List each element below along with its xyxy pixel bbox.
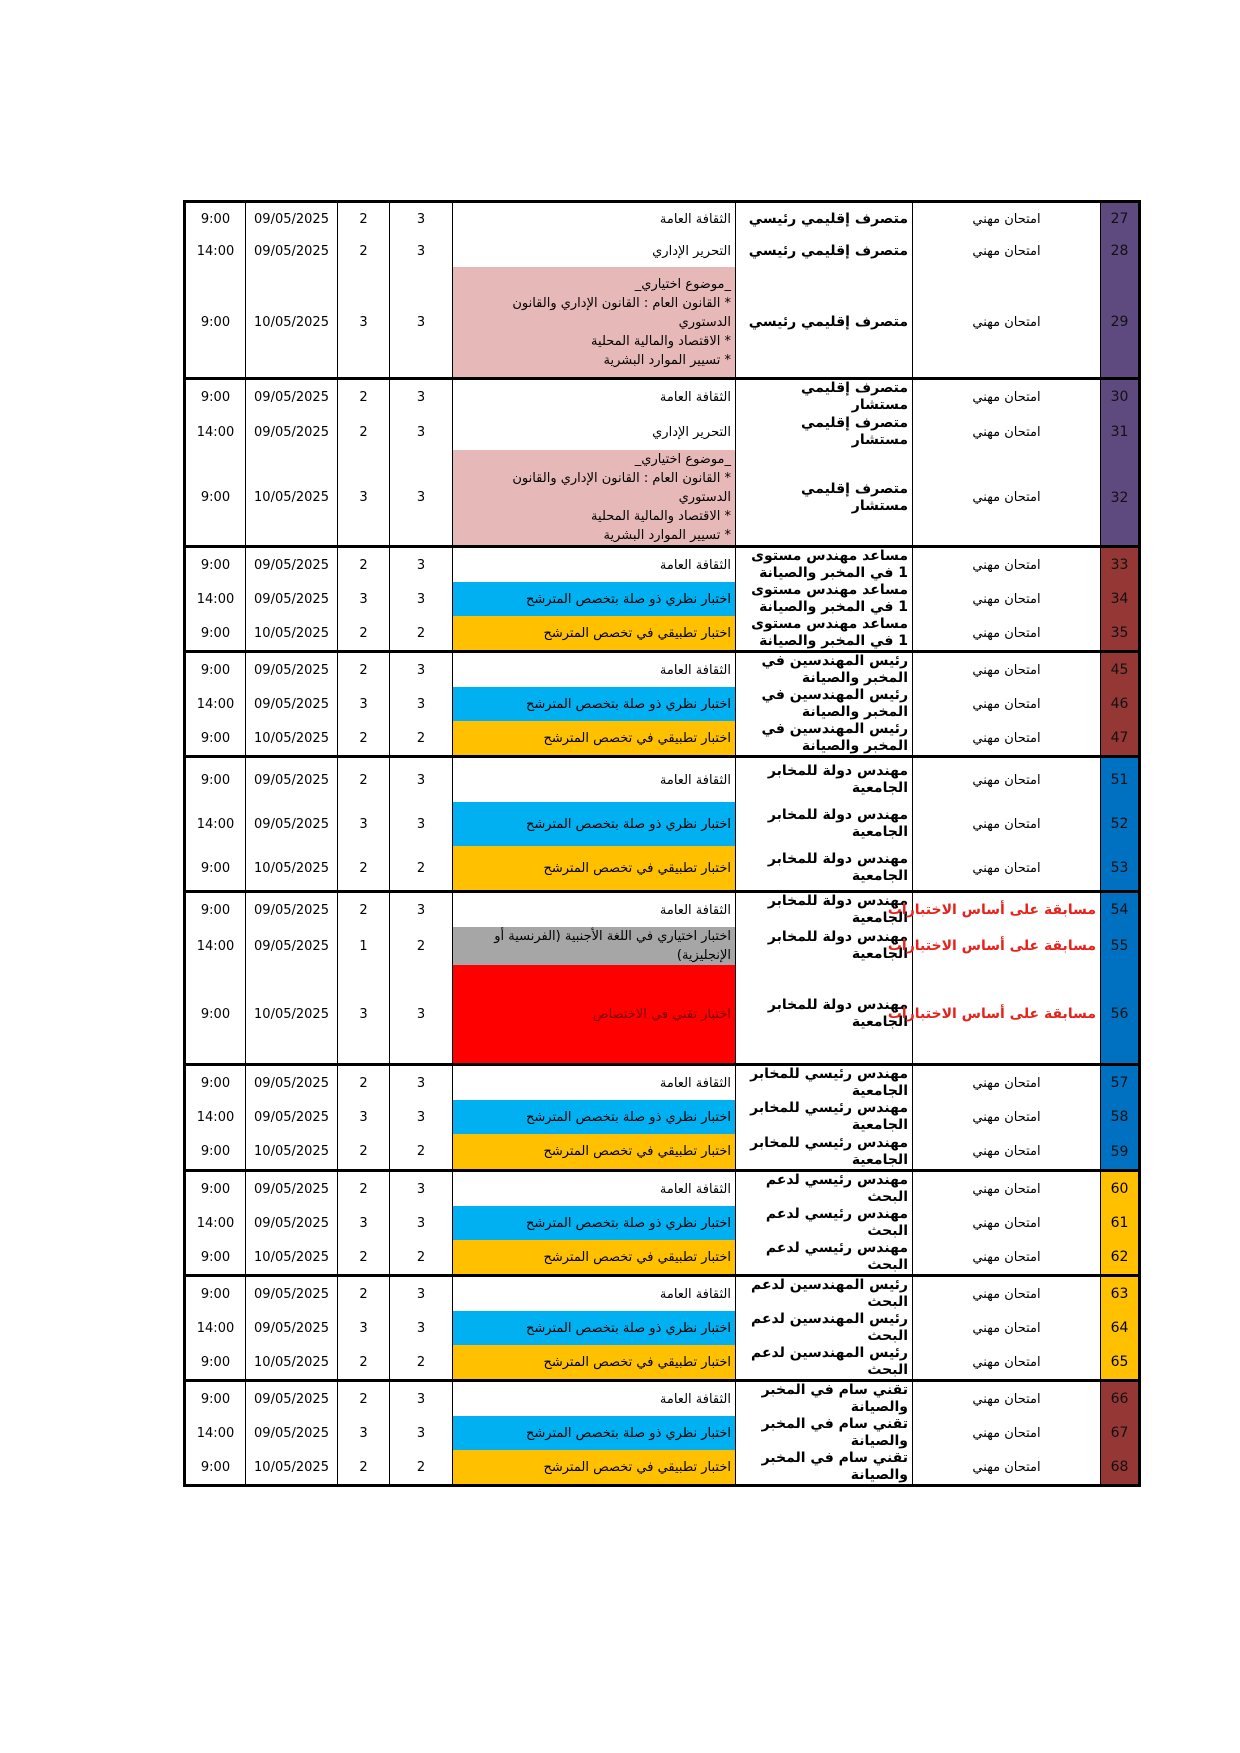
subject-cell: اختبار تقني في الاختصاص [453, 965, 736, 1065]
grade-cell: مساعد مهندس مستوى 1 في المخبر والصيانة [736, 616, 913, 652]
date-cell: 09/05/2025 [246, 1065, 338, 1101]
time-cell: 9:00 [185, 721, 246, 757]
date-cell: 10/05/2025 [246, 965, 338, 1065]
table-row [185, 1171, 1140, 1207]
table-row [185, 547, 1140, 583]
grade-cell: مهندس رئيسي للمخابر الجامعية [736, 1100, 913, 1134]
date-cell: 09/05/2025 [246, 1311, 338, 1345]
coefficient-cell: 1 [338, 927, 390, 965]
row-number-cell: 29 [1101, 267, 1140, 379]
grade-cell: مهندس دولة للمخابر الجامعية [736, 927, 913, 965]
grade-cell: مهندس دولة للمخابر الجامعية [736, 802, 913, 846]
table-row [185, 1240, 1140, 1276]
grade-cell: مهندس دولة للمخابر الجامعية [736, 892, 913, 928]
subject-cell: اختبار تطبيقي في تخصص المترشح [453, 721, 736, 757]
date-cell: 10/05/2025 [246, 450, 338, 547]
exam-type-cell: امتحان مهني [913, 1206, 1101, 1240]
row-number-cell: 45 [1101, 652, 1140, 688]
date-cell: 09/05/2025 [246, 414, 338, 450]
table-row [185, 1100, 1140, 1134]
grade-cell: رئيس المهندسين لدعم البحث [736, 1345, 913, 1381]
date-cell: 09/05/2025 [246, 802, 338, 846]
row-number-cell: 61 [1101, 1206, 1140, 1240]
row-number-cell: 56 [1101, 965, 1140, 1065]
exam-type-cell: مسابقة على أساس الاختبارات [913, 965, 1101, 1065]
subject-cell: اختبار نظري ذو صلة بتخصص المترشح [453, 687, 736, 721]
coefficient-cell: 3 [338, 1311, 390, 1345]
duration-cell: 3 [390, 450, 453, 547]
table-row [185, 687, 1140, 721]
coefficient-cell: 2 [338, 547, 390, 583]
coefficient-cell: 3 [338, 1416, 390, 1450]
grade-cell: رئيس المهندسين لدعم البحث [736, 1276, 913, 1312]
exam-type-cell: امتحان مهني [913, 1450, 1101, 1486]
subject-cell: الثقافة العامة [453, 547, 736, 583]
grade-cell: رئيس المهندسين لدعم البحث [736, 1311, 913, 1345]
table-row [185, 802, 1140, 846]
subject-cell: الثقافة العامة [453, 892, 736, 928]
coefficient-cell: 2 [338, 414, 390, 450]
exam-type-cell: امتحان مهني [913, 802, 1101, 846]
table-row [185, 846, 1140, 892]
grade-cell: متصرف إقليمي رئيسي [736, 202, 913, 236]
table-row [185, 1416, 1140, 1450]
date-cell: 10/05/2025 [246, 846, 338, 892]
duration-cell: 3 [390, 802, 453, 846]
exam-type-cell: امتحان مهني [913, 1311, 1101, 1345]
row-number-cell: 31 [1101, 414, 1140, 450]
duration-cell: 3 [390, 1206, 453, 1240]
row-number-cell: 62 [1101, 1240, 1140, 1276]
schedule-rows [185, 202, 1140, 1486]
table-row [185, 450, 1140, 547]
row-number-cell: 65 [1101, 1345, 1140, 1381]
exam-type-cell: امتحان مهني [913, 1100, 1101, 1134]
grade-cell: مهندس دولة للمخابر الجامعية [736, 965, 913, 1065]
duration-cell: 2 [390, 1345, 453, 1381]
table-row [185, 202, 1140, 236]
grade-cell: متصرف إقليمي رئيسي [736, 267, 913, 379]
time-cell: 9:00 [185, 892, 246, 928]
date-cell: 09/05/2025 [246, 547, 338, 583]
time-cell: 9:00 [185, 1276, 246, 1312]
row-number-cell: 55 [1101, 927, 1140, 965]
table-row [185, 1311, 1140, 1345]
exam-schedule-table [183, 200, 1141, 1487]
subject-cell: الثقافة العامة [453, 379, 736, 415]
duration-cell: 2 [390, 927, 453, 965]
table-row [185, 1134, 1140, 1171]
subject-cell: اختبار تطبيقي في تخصص المترشح [453, 1134, 736, 1171]
table-row [185, 414, 1140, 450]
date-cell: 09/05/2025 [246, 652, 338, 688]
subject-cell: اختبار تطبيقي في تخصص المترشح [453, 1240, 736, 1276]
time-cell: 9:00 [185, 616, 246, 652]
exam-type-cell: امتحان مهني [913, 616, 1101, 652]
duration-cell: 3 [390, 414, 453, 450]
coefficient-cell: 2 [338, 1276, 390, 1312]
exam-type-cell: امتحان مهني [913, 1276, 1101, 1312]
time-cell: 9:00 [185, 1240, 246, 1276]
grade-cell: مساعد مهندس مستوى 1 في المخبر والصيانة [736, 582, 913, 616]
row-number-cell: 67 [1101, 1416, 1140, 1450]
coefficient-cell: 2 [338, 1065, 390, 1101]
grade-cell: مهندس رئيسي لدعم البحث [736, 1206, 913, 1240]
row-number-cell: 27 [1101, 202, 1140, 236]
table-row [185, 616, 1140, 652]
grade-cell: متصرف إقليمي مستشار [736, 414, 913, 450]
time-cell: 14:00 [185, 802, 246, 846]
coefficient-cell: 2 [338, 721, 390, 757]
subject-cell: الثقافة العامة [453, 1065, 736, 1101]
coefficient-cell: 2 [338, 1134, 390, 1171]
time-cell: 14:00 [185, 1100, 246, 1134]
coefficient-cell: 2 [338, 616, 390, 652]
duration-cell: 2 [390, 846, 453, 892]
time-cell: 9:00 [185, 1381, 246, 1417]
duration-cell: 3 [390, 547, 453, 583]
subject-cell: الثقافة العامة [453, 1171, 736, 1207]
date-cell: 10/05/2025 [246, 721, 338, 757]
duration-cell: 2 [390, 721, 453, 757]
grade-cell: رئيس المهندسين في المخبر والصيانة [736, 652, 913, 688]
duration-cell: 2 [390, 1134, 453, 1171]
duration-cell: 3 [390, 582, 453, 616]
date-cell: 10/05/2025 [246, 616, 338, 652]
coefficient-cell: 2 [338, 235, 390, 267]
time-cell: 9:00 [185, 757, 246, 803]
exam-type-cell: امتحان مهني [913, 1134, 1101, 1171]
time-cell: 14:00 [185, 1416, 246, 1450]
coefficient-cell: 3 [338, 1100, 390, 1134]
time-cell: 9:00 [185, 379, 246, 415]
subject-cell: اختبار تطبيقي في تخصص المترشح [453, 1345, 736, 1381]
row-number-cell: 30 [1101, 379, 1140, 415]
subject-cell: اختبار تطبيقي في تخصص المترشح [453, 846, 736, 892]
exam-type-cell: امتحان مهني [913, 414, 1101, 450]
time-cell: 9:00 [185, 1171, 246, 1207]
row-number-cell: 58 [1101, 1100, 1140, 1134]
table-row [185, 892, 1140, 928]
coefficient-cell: 2 [338, 1171, 390, 1207]
subject-cell: التحرير الإداري [453, 235, 736, 267]
table-row [185, 1206, 1140, 1240]
date-cell: 09/05/2025 [246, 1276, 338, 1312]
exam-type-cell: امتحان مهني [913, 379, 1101, 415]
date-cell: 10/05/2025 [246, 1134, 338, 1171]
subject-cell: _موضوع اختياري_ * القانون العام : القانون الإداري والقانون الدستوري * الاقتصاد والمالية المحلية * تسيير الموارد البشرية [453, 450, 736, 547]
row-number-cell: 46 [1101, 687, 1140, 721]
subject-cell: الثقافة العامة [453, 652, 736, 688]
duration-cell: 3 [390, 235, 453, 267]
exam-type-cell: امتحان مهني [913, 757, 1101, 803]
row-number-cell: 52 [1101, 802, 1140, 846]
exam-type-cell: امتحان مهني [913, 687, 1101, 721]
time-cell: 9:00 [185, 846, 246, 892]
table-row [185, 965, 1140, 1065]
exam-type-cell: امتحان مهني [913, 652, 1101, 688]
time-cell: 14:00 [185, 235, 246, 267]
coefficient-cell: 2 [338, 379, 390, 415]
grade-cell: مهندس دولة للمخابر الجامعية [736, 846, 913, 892]
date-cell: 10/05/2025 [246, 1450, 338, 1486]
grade-cell: مساعد مهندس مستوى 1 في المخبر والصيانة [736, 547, 913, 583]
date-cell: 09/05/2025 [246, 927, 338, 965]
coefficient-cell: 3 [338, 802, 390, 846]
row-number-cell: 60 [1101, 1171, 1140, 1207]
grade-cell: مهندس رئيسي للمخابر الجامعية [736, 1134, 913, 1171]
duration-cell: 3 [390, 757, 453, 803]
exam-type-cell: امتحان مهني [913, 721, 1101, 757]
row-number-cell: 51 [1101, 757, 1140, 803]
exam-type-cell: امتحان مهني [913, 235, 1101, 267]
time-cell: 9:00 [185, 202, 246, 236]
table-row [185, 1065, 1140, 1101]
time-cell: 14:00 [185, 414, 246, 450]
coefficient-cell: 2 [338, 652, 390, 688]
time-cell: 14:00 [185, 1206, 246, 1240]
table-row [185, 235, 1140, 267]
time-cell: 9:00 [185, 965, 246, 1065]
time-cell: 9:00 [185, 1345, 246, 1381]
date-cell: 09/05/2025 [246, 892, 338, 928]
grade-cell: تقني سام في المخبر والصيانة [736, 1450, 913, 1486]
coefficient-cell: 2 [338, 1381, 390, 1417]
coefficient-cell: 2 [338, 757, 390, 803]
subject-cell: _موضوع اختياري_ * القانون العام : القانون الإداري والقانون الدستوري * الاقتصاد والمالية المحلية * تسيير الموارد البشرية [453, 267, 736, 379]
grade-cell: مهندس رئيسي لدعم البحث [736, 1240, 913, 1276]
table-row [185, 379, 1140, 415]
date-cell: 09/05/2025 [246, 235, 338, 267]
row-number-cell: 59 [1101, 1134, 1140, 1171]
grade-cell: رئيس المهندسين في المخبر والصيانة [736, 721, 913, 757]
row-number-cell: 53 [1101, 846, 1140, 892]
time-cell: 14:00 [185, 927, 246, 965]
grade-cell: مهندس دولة للمخابر الجامعية [736, 757, 913, 803]
date-cell: 09/05/2025 [246, 1100, 338, 1134]
row-number-cell: 57 [1101, 1065, 1140, 1101]
duration-cell: 3 [390, 687, 453, 721]
row-number-cell: 66 [1101, 1381, 1140, 1417]
date-cell: 09/05/2025 [246, 379, 338, 415]
table-row [185, 757, 1140, 803]
table-row [185, 582, 1140, 616]
time-cell: 9:00 [185, 547, 246, 583]
coefficient-cell: 3 [338, 965, 390, 1065]
coefficient-cell: 2 [338, 202, 390, 236]
subject-cell: الثقافة العامة [453, 202, 736, 236]
coefficient-cell: 2 [338, 1240, 390, 1276]
exam-schedule-sheet [183, 200, 1138, 1487]
subject-cell: اختبار تطبيقي في تخصص المترشح [453, 1450, 736, 1486]
exam-type-cell: مسابقة على أساس الاختبارات [913, 927, 1101, 965]
exam-type-cell: امتحان مهني [913, 450, 1101, 547]
duration-cell: 3 [390, 652, 453, 688]
coefficient-cell: 3 [338, 687, 390, 721]
table-row [185, 721, 1140, 757]
date-cell: 09/05/2025 [246, 1416, 338, 1450]
row-number-cell: 64 [1101, 1311, 1140, 1345]
time-cell: 9:00 [185, 1134, 246, 1171]
duration-cell: 2 [390, 1240, 453, 1276]
subject-cell: اختبار نظري ذو صلة بتخصص المترشح [453, 582, 736, 616]
subject-cell: اختبار نظري ذو صلة بتخصص المترشح [453, 1416, 736, 1450]
date-cell: 09/05/2025 [246, 202, 338, 236]
time-cell: 9:00 [185, 267, 246, 379]
exam-type-cell: امتحان مهني [913, 1065, 1101, 1101]
duration-cell: 3 [390, 1416, 453, 1450]
row-number-cell: 32 [1101, 450, 1140, 547]
exam-type-cell: امتحان مهني [913, 1345, 1101, 1381]
coefficient-cell: 3 [338, 582, 390, 616]
grade-cell: تقني سام في المخبر والصيانة [736, 1416, 913, 1450]
grade-cell: مهندس رئيسي للمخابر الجامعية [736, 1065, 913, 1101]
row-number-cell: 28 [1101, 235, 1140, 267]
subject-cell: اختبار نظري ذو صلة بتخصص المترشح [453, 1206, 736, 1240]
duration-cell: 2 [390, 616, 453, 652]
coefficient-cell: 3 [338, 450, 390, 547]
duration-cell: 3 [390, 1381, 453, 1417]
exam-type-cell: امتحان مهني [913, 1416, 1101, 1450]
time-cell: 14:00 [185, 687, 246, 721]
date-cell: 09/05/2025 [246, 757, 338, 803]
coefficient-cell: 2 [338, 846, 390, 892]
subject-cell: التحرير الإداري [453, 414, 736, 450]
date-cell: 09/05/2025 [246, 582, 338, 616]
row-number-cell: 34 [1101, 582, 1140, 616]
duration-cell: 3 [390, 1171, 453, 1207]
time-cell: 9:00 [185, 1450, 246, 1486]
time-cell: 9:00 [185, 1065, 246, 1101]
table-row [185, 1450, 1140, 1486]
duration-cell: 3 [390, 1276, 453, 1312]
row-number-cell: 47 [1101, 721, 1140, 757]
table-row [185, 1345, 1140, 1381]
date-cell: 10/05/2025 [246, 1345, 338, 1381]
exam-type-cell: امتحان مهني [913, 1171, 1101, 1207]
subject-cell: الثقافة العامة [453, 1276, 736, 1312]
row-number-cell: 33 [1101, 547, 1140, 583]
subject-cell: اختبار تطبيقي في تخصص المترشح [453, 616, 736, 652]
subject-cell: اختبار نظري ذو صلة بتخصص المترشح [453, 802, 736, 846]
subject-cell: اختبار نظري ذو صلة بتخصص المترشح [453, 1311, 736, 1345]
duration-cell: 3 [390, 379, 453, 415]
date-cell: 09/05/2025 [246, 1171, 338, 1207]
date-cell: 10/05/2025 [246, 1240, 338, 1276]
date-cell: 10/05/2025 [246, 267, 338, 379]
grade-cell: متصرف إقليمي مستشار [736, 379, 913, 415]
date-cell: 09/05/2025 [246, 1206, 338, 1240]
grade-cell: تقني سام في المخبر والصيانة [736, 1381, 913, 1417]
coefficient-cell: 3 [338, 267, 390, 379]
table-row [185, 652, 1140, 688]
subject-cell: الثقافة العامة [453, 757, 736, 803]
time-cell: 9:00 [185, 450, 246, 547]
grade-cell: متصرف إقليمي مستشار [736, 450, 913, 547]
time-cell: 14:00 [185, 582, 246, 616]
date-cell: 09/05/2025 [246, 687, 338, 721]
subject-cell: اختبار نظري ذو صلة بتخصص المترشح [453, 1100, 736, 1134]
exam-type-cell: امتحان مهني [913, 582, 1101, 616]
grade-cell: مهندس رئيسي لدعم البحث [736, 1171, 913, 1207]
subject-cell: اختبار اختياري في اللغة الأجنبية (الفرنسية أو الإنجليزية) [453, 927, 736, 965]
grade-cell: متصرف إقليمي رئيسي [736, 235, 913, 267]
duration-cell: 3 [390, 892, 453, 928]
coefficient-cell: 3 [338, 1206, 390, 1240]
table-row [185, 267, 1140, 379]
duration-cell: 3 [390, 1100, 453, 1134]
duration-cell: 3 [390, 267, 453, 379]
duration-cell: 3 [390, 202, 453, 236]
table-row [185, 1276, 1140, 1312]
coefficient-cell: 2 [338, 1450, 390, 1486]
exam-type-cell: امتحان مهني [913, 1240, 1101, 1276]
exam-type-cell: امتحان مهني [913, 202, 1101, 236]
coefficient-cell: 2 [338, 892, 390, 928]
exam-type-cell: مسابقة على أساس الاختبارات [913, 892, 1101, 928]
row-number-cell: 68 [1101, 1450, 1140, 1486]
row-number-cell: 35 [1101, 616, 1140, 652]
exam-type-cell: امتحان مهني [913, 846, 1101, 892]
exam-type-cell: امتحان مهني [913, 547, 1101, 583]
exam-type-cell: امتحان مهني [913, 267, 1101, 379]
table-row [185, 927, 1140, 965]
grade-cell: رئيس المهندسين في المخبر والصيانة [736, 687, 913, 721]
row-number-cell: 63 [1101, 1276, 1140, 1312]
duration-cell: 3 [390, 1311, 453, 1345]
duration-cell: 2 [390, 1450, 453, 1486]
coefficient-cell: 2 [338, 1345, 390, 1381]
time-cell: 14:00 [185, 1311, 246, 1345]
exam-type-cell: امتحان مهني [913, 1381, 1101, 1417]
time-cell: 9:00 [185, 652, 246, 688]
table-row [185, 1381, 1140, 1417]
subject-cell: الثقافة العامة [453, 1381, 736, 1417]
duration-cell: 3 [390, 965, 453, 1065]
duration-cell: 3 [390, 1065, 453, 1101]
date-cell: 09/05/2025 [246, 1381, 338, 1417]
row-number-cell: 54 [1101, 892, 1140, 928]
